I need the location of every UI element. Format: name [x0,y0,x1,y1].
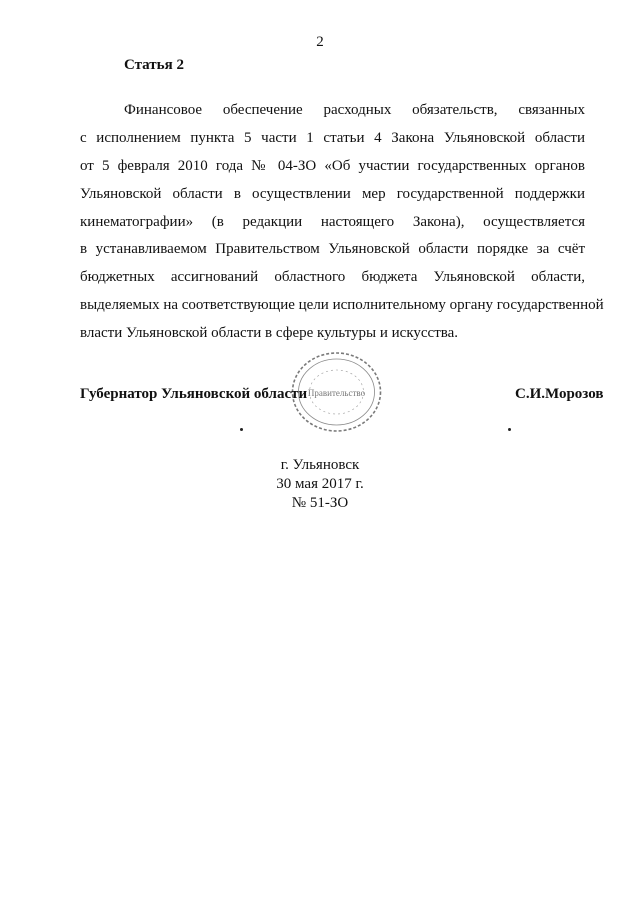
signatory-name: С.И.Морозов [515,386,604,402]
article-paragraph-line: Ульяновской области в осуществлении мер государственной поддержки [80,186,585,202]
scan-dot [240,428,243,431]
city: г. Ульяновск [280,457,360,473]
law-number: № 51-ЗО [291,495,349,511]
article-title: Статья 2 [124,57,184,73]
scan-dot [508,428,511,431]
article-paragraph-line: Финансовое обеспечение расходных обязательств, связанных [124,102,585,118]
page-number: 2 [316,34,324,50]
place-date-number-block [0,456,640,513]
article-paragraph-line: кинематографии» (в редакции настоящего Закона), осуществляется [80,214,585,230]
law-date: 30 мая 2017 г. [276,476,364,492]
signatory-position: Губернатор Ульяновской области [80,386,308,402]
seal-text: Правительство [307,388,366,398]
article-paragraph-line: выделяемых на соответствующие цели исполнительному органу государственной [80,297,604,313]
article-paragraph-line: от 5 февраля 2010 года № 04-ЗО «Об участии государственных органов [80,158,585,174]
article-paragraph-line: в устанавливаемом Правительством Ульяновской области порядке за счёт [80,241,585,257]
article-paragraph-line: власти Ульяновской области в сфере культуры и искусства. [80,325,459,341]
article-paragraph-line: бюджетных ассигнований областного бюджета Ульяновской области, [80,269,585,285]
article-paragraph-line: с исполнением пункта 5 части 1 статьи 4 Закона Ульяновской области [80,130,585,146]
